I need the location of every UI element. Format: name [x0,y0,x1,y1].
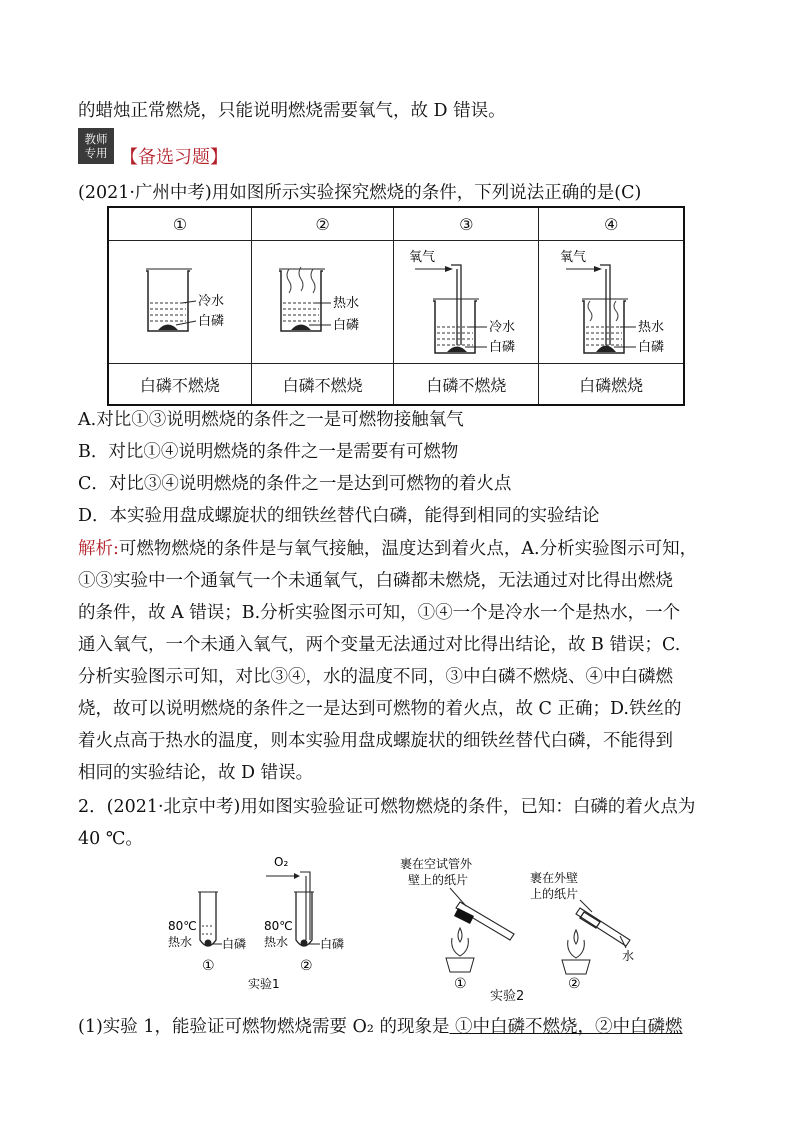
teacher-badge [78,128,114,164]
analysis-line-3: 的条件，故 A 错误；B.分析实验图示可知，①④一个是冷水一个是热水，一个 [78,603,681,623]
result-cell: 白磷不燃烧 [394,364,539,406]
tube-number-2: ② [300,958,313,974]
top-line: 的蜡烛正常燃烧，只能说明燃烧需要氧气，故 D 错误。 [78,101,506,121]
oxygen-label: 氧气 [560,250,587,265]
temp-label-2: 80℃ [264,919,293,933]
tube-number-1: ① [202,958,215,974]
setup-number-2: ② [568,976,581,992]
cold-water-label: 冷水 [489,320,516,335]
hot-water-label: 热水 [332,296,359,311]
analysis-line-5: 分析实验图示可知，对比③④，水的温度不同，③中白磷不燃烧、④中白磷燃 [78,667,673,687]
white-p-label: 白磷 [197,314,224,329]
analysis-line-2: ①③实验中一个通氧气一个未通氧气，白磷都未燃烧，无法通过对比得出燃烧 [78,571,673,591]
oxygen-label: 氧气 [409,250,436,265]
result-cell: 白磷不燃烧 [251,364,394,406]
experiment-1-label: 实验1 [248,977,280,991]
temp-label-1: 80℃ [168,919,197,933]
paper-dry-label-1: 裹在空试管外 [400,857,473,871]
experiment-2-label: 实验2 [490,989,525,1004]
question2-line1: 2．(2021·北京中考)用如图实验验证可燃物燃烧的条件，已知：白磷的着火点为 [78,797,696,817]
analysis-line-7: 着火点高于热水的温度，则本实验用盘成螺旋状的细铁丝替代白磷，不能得到 [78,731,673,751]
analysis-label: 解析: [78,539,119,559]
table-header: ④ [539,207,684,241]
setup-number-1: ① [454,976,467,992]
table-header: ② [251,207,394,241]
cold-water-label: 冷水 [197,294,224,309]
analysis-line-6: 烧，故可以说明燃烧的条件之一是达到可燃物的着火点，故 C 正确；D.铁丝的 [78,699,682,719]
option-b: B．对比①④说明燃烧的条件之一是需要有可燃物 [78,442,459,462]
figure-experiments [160,848,660,998]
hot-water-label-1: 热水 [168,935,193,949]
option-a: A.对比①③说明燃烧的条件之一是可燃物接触氧气 [78,410,464,430]
beaker-diagram-1 [110,241,250,359]
white-p-label: 白磷 [489,340,516,355]
question1: (2021·广州中考)用如图所示实验探究燃烧的条件，下列说法正确的是(C) [78,183,642,203]
beaker-cell-2 [251,241,394,364]
white-p-label: 白磷 [332,318,359,333]
beaker-cell-3 [394,241,539,364]
badge-line1: 教师 [84,132,108,146]
hot-water-label: 热水 [638,320,665,335]
question2-line2: 40 ℃。 [78,829,143,849]
white-p-label-2: 白磷 [320,937,345,951]
answer-blank: ①中白磷不燃烧，②中白磷燃 [449,1017,683,1037]
badge-line2: 专用 [84,146,108,160]
beaker-diagram-4 [540,241,682,359]
beaker-diagram-3 [395,241,537,359]
white-p-label: 白磷 [638,340,665,355]
analysis-line-1: 解析:可燃物燃烧的条件是与氧气接触，温度达到着火点，A.分析实验图示可知， [78,539,698,559]
o2-label: O₂ [274,855,289,869]
paper-wet-label-2: 上的纸片 [530,887,579,901]
result-cell: 白磷不燃烧 [108,364,251,406]
analysis-line-8: 相同的实验结论，故 D 错误。 [78,763,314,783]
table-header: ① [108,207,251,241]
hot-water-label-2: 热水 [264,935,289,949]
paper-wet-label-1: 裹在外壁 [530,871,579,885]
result-cell: 白磷燃烧 [539,364,684,406]
table-header: ③ [394,207,539,241]
analysis-line-4: 通入氧气，一个未通入氧气，两个变量无法通过对比得出结论，故 B 错误；C. [78,635,681,655]
sub-question-1: (1)实验 1，能验证可燃物燃烧需要 O₂ 的现象是 ①中白磷不燃烧，②中白磷燃 [78,1017,683,1037]
beaker-cell-1 [108,241,251,364]
water-label: 水 [622,949,635,963]
paper-dry-label-2: 壁上的纸片 [408,873,469,887]
beaker-cell-4 [539,241,684,364]
beaker-diagram-2 [253,241,393,359]
option-c: C．对比③④说明燃烧的条件之一是达到可燃物的着火点 [78,474,512,494]
section-title: 【备选习题】 [120,147,228,168]
white-p-label-1: 白磷 [222,937,247,951]
experiment-table [107,206,685,406]
option-d: D．本实验用盘成螺旋状的细铁丝替代白磷，能得到相同的实验结论 [78,506,600,526]
